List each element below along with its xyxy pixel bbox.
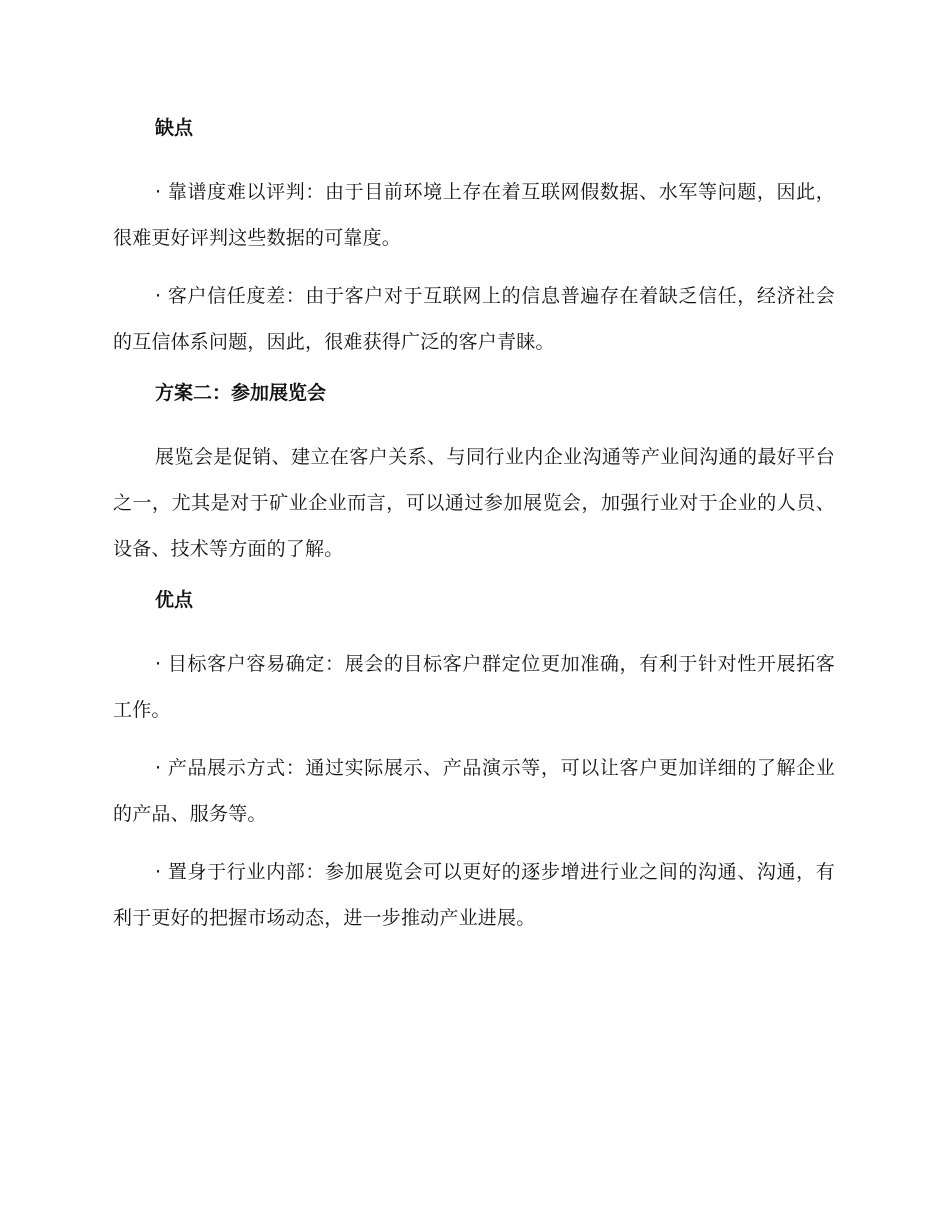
paragraph-customer-trust: · 客户信任度差：由于客户对于互联网上的信息普遍存在着缺乏信任，经济社会的互信体系问题，因此，很难获得广泛的客户青睐。 xyxy=(113,285,835,353)
section-heading-advantages: 优点 xyxy=(155,589,194,611)
paragraph-exhibition-intro: 展览会是促销、建立在客户关系、与同行业内企业沟通等产业间沟通的最好平台之一，尤其是对于矿业企业而言，可以通过参加展览会，加强行业对于企业的人员、设备、技术等方面的了解。 xyxy=(113,446,835,560)
section-heading-disadvantages: 缺点 xyxy=(155,117,194,139)
paragraph-product-display: · 产品展示方式：通过实际展示、产品演示等，可以让客户更加详细的了解企业的产品、服务等。 xyxy=(113,757,835,825)
paragraph-target-customers: · 目标客户容易确定：展会的目标客户群定位更加准确，有利于针对性开展拓客工作。 xyxy=(113,653,835,721)
section-heading-plan-two: 方案二：参加展览会 xyxy=(155,382,327,404)
paragraph-reliability: · 靠谱度难以评判：由于目前环境上存在着互联网假数据、水军等问题，因此，很难更好评判这些数据的可靠度。 xyxy=(113,181,835,249)
document-body xyxy=(113,112,835,953)
paragraph-industry-inside: · 置身于行业内部：参加展览会可以更好的逐步增进行业之间的沟通、沟通，有利于更好的把握市场动态，进一步推动产业进展。 xyxy=(113,861,835,929)
